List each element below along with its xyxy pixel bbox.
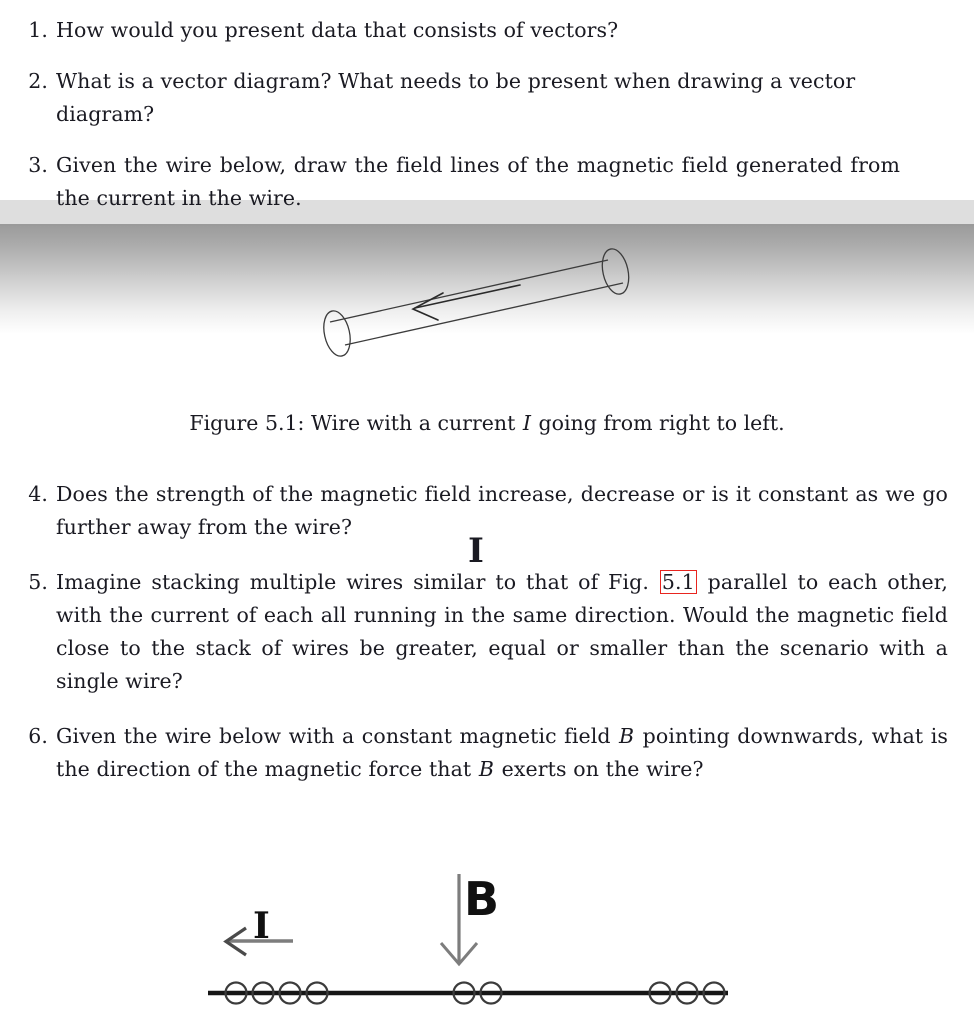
question-item-6 [0, 720, 974, 786]
question-text-1: How would you present data that consists of vectors? [56, 18, 619, 42]
question-text-6-body [56, 720, 948, 786]
question-text-6-math-b1: B [619, 724, 635, 748]
question-text-5-prefix: Imagine stacking multiple wires similar to that of Fig. [56, 570, 659, 594]
figure-caption-1 [0, 408, 974, 438]
figure-caption-1-suffix: going from right to left. [531, 411, 785, 435]
question-text-6-seg-c: exerts on the wire? [495, 757, 704, 781]
figure-reference-link-5-1[interactable]: 5.1 [661, 570, 695, 594]
question-text-2: What is a vector diagram? What needs to be present when drawing a vector diagram? [56, 69, 856, 126]
question-item-3 [0, 149, 974, 215]
question-number-6: 6. [28, 724, 48, 748]
question-number-1: 1. [28, 18, 48, 42]
question-item-5 [0, 566, 974, 698]
wire-cylinder-svg [0, 232, 974, 362]
question-item-2 [0, 65, 974, 131]
figure-2-current-label: I [253, 905, 270, 947]
question-list-bottom [0, 478, 974, 786]
question-number-3: 3. [28, 153, 48, 177]
question-text-5-suffix: parallel to each other, with the current of each all running in the same direction. Would the magnetic field close to the stack of wires be greater, equal or smaller than the scenario with a single wire? [56, 570, 949, 693]
figure-1-current-label: I [468, 531, 484, 571]
question-text-6-math-b2: B [478, 757, 495, 781]
question-number-2: 2. [28, 69, 48, 93]
question-item-4 [0, 478, 974, 544]
figure-2-field-label: B [464, 872, 500, 926]
figure-wire-field [0, 862, 974, 1024]
question-list-top [0, 14, 974, 215]
question-text-5-body [56, 566, 948, 698]
question-item-1 [0, 14, 974, 47]
question-text-3: Given the wire below, draw the field lines of the magnetic field generated from the current in the wire. [56, 153, 900, 210]
question-number-4: 4. [28, 482, 48, 506]
question-text-6-seg-a: Given the wire below with a constant magnetic field [56, 724, 619, 748]
question-text-4: Does the strength of the magnetic field increase, decrease or is it constant as we go further away from the wire? [56, 482, 948, 539]
current-arrow-icon [413, 285, 520, 320]
figure-caption-1-math: I [522, 411, 531, 435]
question-number-5: 5. [28, 570, 48, 594]
figure-caption-1-prefix: Figure 5.1: Wire with a current [189, 411, 522, 435]
question-text-6-seg-b: pointing downwards, what is the direction of the magnetic force that [56, 724, 948, 781]
cylinder-body-icon [320, 246, 633, 358]
